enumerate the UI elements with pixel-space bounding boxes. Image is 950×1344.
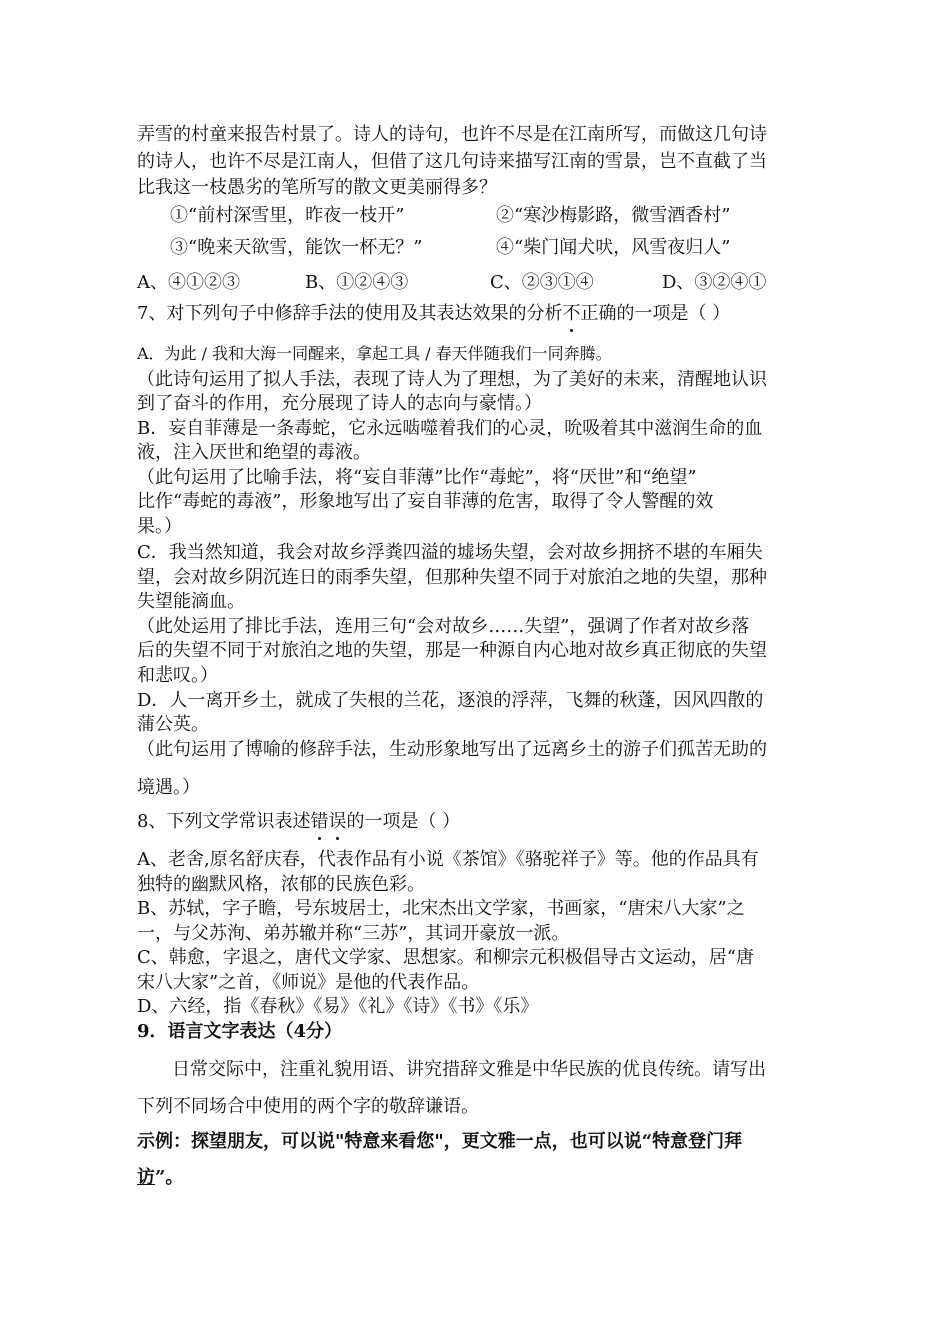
q7-note: 后的失望不同于对旅泊之地的失望，那是一种源自内心地对故乡真正彻底的失望 [137,640,767,661]
q9-example: 示例：探望朋友，可以说"特意来看您"，更文雅一点，也可以说“特意登门拜 [137,1131,743,1152]
q8-option-d: D、六经，指《春秋》《易》《礼》《诗》《书》《乐》 [137,996,539,1017]
q7-note: 到了奋斗的作用，充分展现了诗人的志向与豪情。） [137,393,542,414]
q9-paragraph: 日常交际中，注重礼貌用语、讲究措辞文雅是中华民族的优良传统。请写出 [172,1059,766,1080]
emphasis-char: 不 [562,303,581,324]
stem-text: 8、下列文学常识表述 [137,811,311,832]
answer-option-b: B、①②④③ [305,272,409,293]
q7-option-b: B．妄自菲薄是一条毒蛇，它永远啮噬着我们的心灵，吮吸着其中滋润生命的血 [137,418,763,439]
q8-option-a: A、老舍,原名舒庆春，代表作品有小说《茶馆》《骆驼祥子》等。他的作品具有 [137,849,759,870]
poem-option-3: ③“晚来天欲雪，能饮一杯无？” [170,237,423,258]
q8-option-b: B、苏轼，字子瞻，号东坡居士，北宋杰出文学家，书画家，“唐宋八大家”之 [137,898,745,919]
q7-note: 境遇。） [137,777,200,798]
question-7-stem [137,302,730,326]
q7-option-c: 失望能滴血。 [137,591,245,612]
emphasis-char: 误 [328,811,347,832]
q7-note: （此处运用了排比手法，连用三句“会对故乡……失望”，强调了作者对故乡落 [137,616,750,637]
poem-option-4: ④“柴门闻犬吠，风雪夜归人” [496,237,731,258]
q8-option-a: 独特的幽默风格，浓郁的民族色彩。 [137,874,425,895]
answer-option-a: A、④①②③ [137,272,240,293]
q7-note: 果。） [137,516,182,537]
q7-note: （此句运用了博喻的修辞手法，生动形象地写出了远离乡土的游子们孤苦无助的 [137,739,767,760]
q9-example [137,1166,183,1190]
q7-note: （此诗句运用了拟人手法，表现了诗人为了理想，为了美好的未来，清醒地认识 [137,369,767,390]
passage-line: 弄雪的村童来报告村景了。诗人的诗句，也许不尽是在江南所写，而做这几句诗 [137,124,767,145]
q8-option-c: C、韩愈，字退之，唐代文学家、思想家。和柳宗元积极倡导古文运动，居“唐 [137,947,754,968]
underlined-char: 访 [137,1167,155,1188]
q7-option-a: A．为此 / 我和大海一同醒来，拿起工具 / 春天伴随我们一同奔腾。 [137,344,612,363]
poem-option-1: ①“前村深雪里，昨夜一枝开” [170,205,405,226]
q7-note: 比作“毒蛇的毒液”，形象地写出了妄自菲薄的危害，取得了令人警醒的效 [137,491,714,512]
emphasis-char: 错 [310,811,329,832]
q7-option-d: 蒲公英。 [137,714,209,735]
question-8-stem [137,810,460,834]
q8-option-b: 一，与父苏洵、弟苏辙并称“三苏”，其词开豪放一派。 [137,923,570,944]
q7-option-b: 液，注入厌世和绝望的毒液。 [137,442,371,463]
passage-line: 的诗人，也许不尽是江南人，但借了这几句诗来描写江南的雪景，岂不直截了当 [137,151,767,172]
q7-option-c: 望，会对故乡阴沉连日的雨季失望，但那种失望不同于对旅泊之地的失望，那种 [137,567,767,588]
q7-option-c: C．我当然知道，我会对故乡浮粪四溢的墟场失望，会对故乡拥挤不堪的车厢失 [137,542,763,563]
stem-text: 正确的一项是（ ） [580,303,731,324]
q7-note: 和悲叹。） [137,665,218,686]
q8-option-c: 宋八大家”之首，《师说》是他的代表作品。 [137,972,480,993]
example-text: ”。 [155,1167,184,1188]
answer-option-d: D、③②④① [662,272,767,293]
stem-text: 7、对下列句子中修辞手法的使用及其表达效果的分析 [137,303,563,324]
question-9-title: 9．语言文字表达（4分） [137,1021,343,1042]
q7-option-d: D．人一离开乡土，就成了失根的兰花，逐浪的浮萍，飞舞的秋蓬，因风四散的 [137,690,764,711]
passage-line: 比我这一枝愚劣的笔所写的散文更美丽得多？ [137,177,497,198]
poem-option-2: ②“寒沙梅影路，微雪酒香村” [496,205,731,226]
q9-paragraph: 下列不同场合中使用的两个字的敬辞谦语。 [137,1096,479,1117]
q7-note: （此句运用了比喻手法，将“妄自菲薄”比作“毒蛇”，将“厌世”和“绝望” [137,467,697,488]
answer-option-c: C、②③①④ [490,272,594,293]
stem-text: 的一项是（ ） [346,811,461,832]
